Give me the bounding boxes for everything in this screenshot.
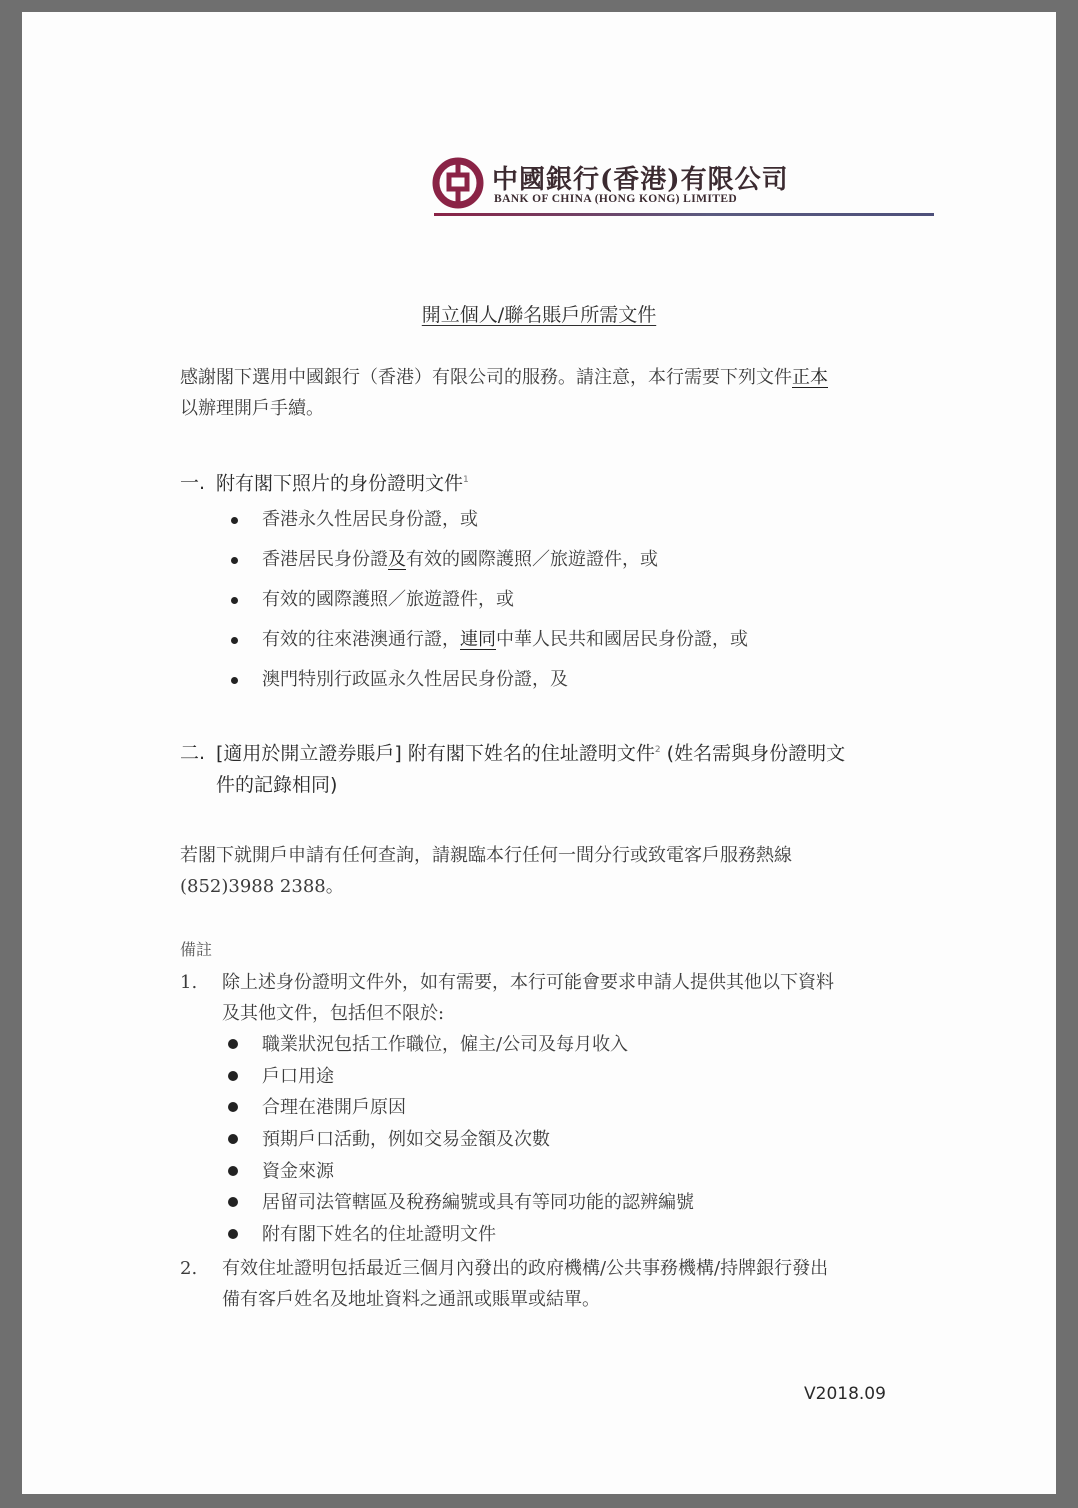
list-item-emphasis: 連同 xyxy=(460,629,496,650)
note-text-line2: 及其他文件，包括但不限於: xyxy=(222,1003,445,1024)
note-text: 有效住址證明包括最近三個月內發出的政府機構/公共事務機構/持牌銀行發出 xyxy=(222,1258,829,1279)
footnote-ref: 1 xyxy=(463,475,469,485)
list-item-text: 附有閣下姓名的住址證明文件 xyxy=(262,1224,496,1246)
document-page xyxy=(22,12,1056,1494)
notes-label: 備註 xyxy=(180,940,213,959)
section2-heading-line2: 件的記錄相同) xyxy=(216,774,338,797)
document-title-text: 開立個人/聯名賬戶所需文件 xyxy=(421,304,657,326)
bank-name-chinese: 中國銀行(香港)有限公司 xyxy=(492,165,789,195)
section1-heading-text: 附有閣下照片的身份證明文件 xyxy=(216,472,464,495)
list-item-text: 資金來源 xyxy=(262,1160,334,1182)
document-title xyxy=(22,300,1056,327)
list-item-text: 預期戶口活動，例如交易金額及次數 xyxy=(262,1129,550,1151)
section1-heading xyxy=(180,464,915,499)
section2-heading-text: [適用於開立證券賬戶] 附有閣下姓名的住址證明文件 xyxy=(216,742,655,765)
list-item-text: 戶口用途 xyxy=(262,1065,334,1087)
bank-logo xyxy=(432,157,962,229)
note-number: 1. xyxy=(180,972,198,993)
version-label: V2018.09 xyxy=(804,1384,886,1404)
note-number: 2. xyxy=(180,1258,198,1279)
list-item xyxy=(226,1159,926,1191)
section2-heading-note: (姓名需與身份證明文 xyxy=(666,742,846,765)
intro-emphasis: 正本 xyxy=(792,367,828,388)
list-item xyxy=(226,507,926,547)
intro-text-line2: 以辦理開戶手續。 xyxy=(180,398,324,419)
list-item xyxy=(226,627,926,667)
bank-of-china-logo-icon xyxy=(432,157,484,209)
contact-phone: (852)3988 2388。 xyxy=(180,876,344,897)
list-item xyxy=(226,547,926,587)
list-item xyxy=(226,1095,926,1127)
list-item-text: 香港居民身份證 xyxy=(262,549,388,570)
list-item xyxy=(226,1032,926,1064)
note-1 xyxy=(180,967,915,1029)
contact-paragraph xyxy=(180,840,910,902)
intro-text: 感謝閣下選用中國銀行（香港）有限公司的服務。請注意，本行需要下列文件 xyxy=(180,367,792,388)
list-item-text: 香港永久性居民身份證，或 xyxy=(262,509,478,530)
list-item xyxy=(226,1064,926,1096)
list-item-text: 有效的國際護照／旅遊證件，或 xyxy=(262,589,514,610)
list-item-text: 職業狀況包括工作職位，僱主/公司及每月收入 xyxy=(262,1034,629,1055)
section2-number: 二. xyxy=(180,742,206,765)
list-item xyxy=(226,1127,926,1159)
list-item-text: 有效的國際護照／旅遊證件，或 xyxy=(406,549,658,570)
list-item xyxy=(226,1190,926,1222)
section1-number: 一. xyxy=(180,472,206,495)
list-item-emphasis: 及 xyxy=(388,549,406,570)
list-item-text: 澳門特別行政區永久性居民身份證，及 xyxy=(262,669,568,690)
list-item xyxy=(226,587,926,627)
list-item-text: 居留司法管轄區及稅務編號或具有等同功能的認辨編號 xyxy=(262,1192,694,1214)
list-item xyxy=(226,667,926,707)
note1-list xyxy=(226,1032,926,1254)
list-item-text: 有效的往來港澳通行證， xyxy=(262,629,460,650)
section2-heading xyxy=(180,734,915,801)
note-2 xyxy=(180,1253,915,1315)
list-item xyxy=(226,1222,926,1254)
intro-paragraph xyxy=(180,362,910,424)
list-item-text: 中華人民共和國居民身份證，或 xyxy=(496,629,748,650)
note-text: 除上述身份證明文件外，如有需要，本行可能會要求申請人提供其他以下資料 xyxy=(222,972,834,993)
footnote-ref: 2 xyxy=(654,745,661,755)
list-item-text: 合理在港開戶原因 xyxy=(262,1097,406,1119)
note-text-line2: 備有客戶姓名及地址資料之通訊或賬單或結單。 xyxy=(222,1289,600,1310)
bank-name-english: BANK OF CHINA (HONG KONG) LIMITED xyxy=(494,193,738,205)
section1-list xyxy=(226,507,926,707)
contact-text: 若閣下就開戶申請有任何查詢，請親臨本行任何一間分行或致電客戶服務熱線 xyxy=(180,845,792,866)
logo-divider xyxy=(434,213,934,216)
